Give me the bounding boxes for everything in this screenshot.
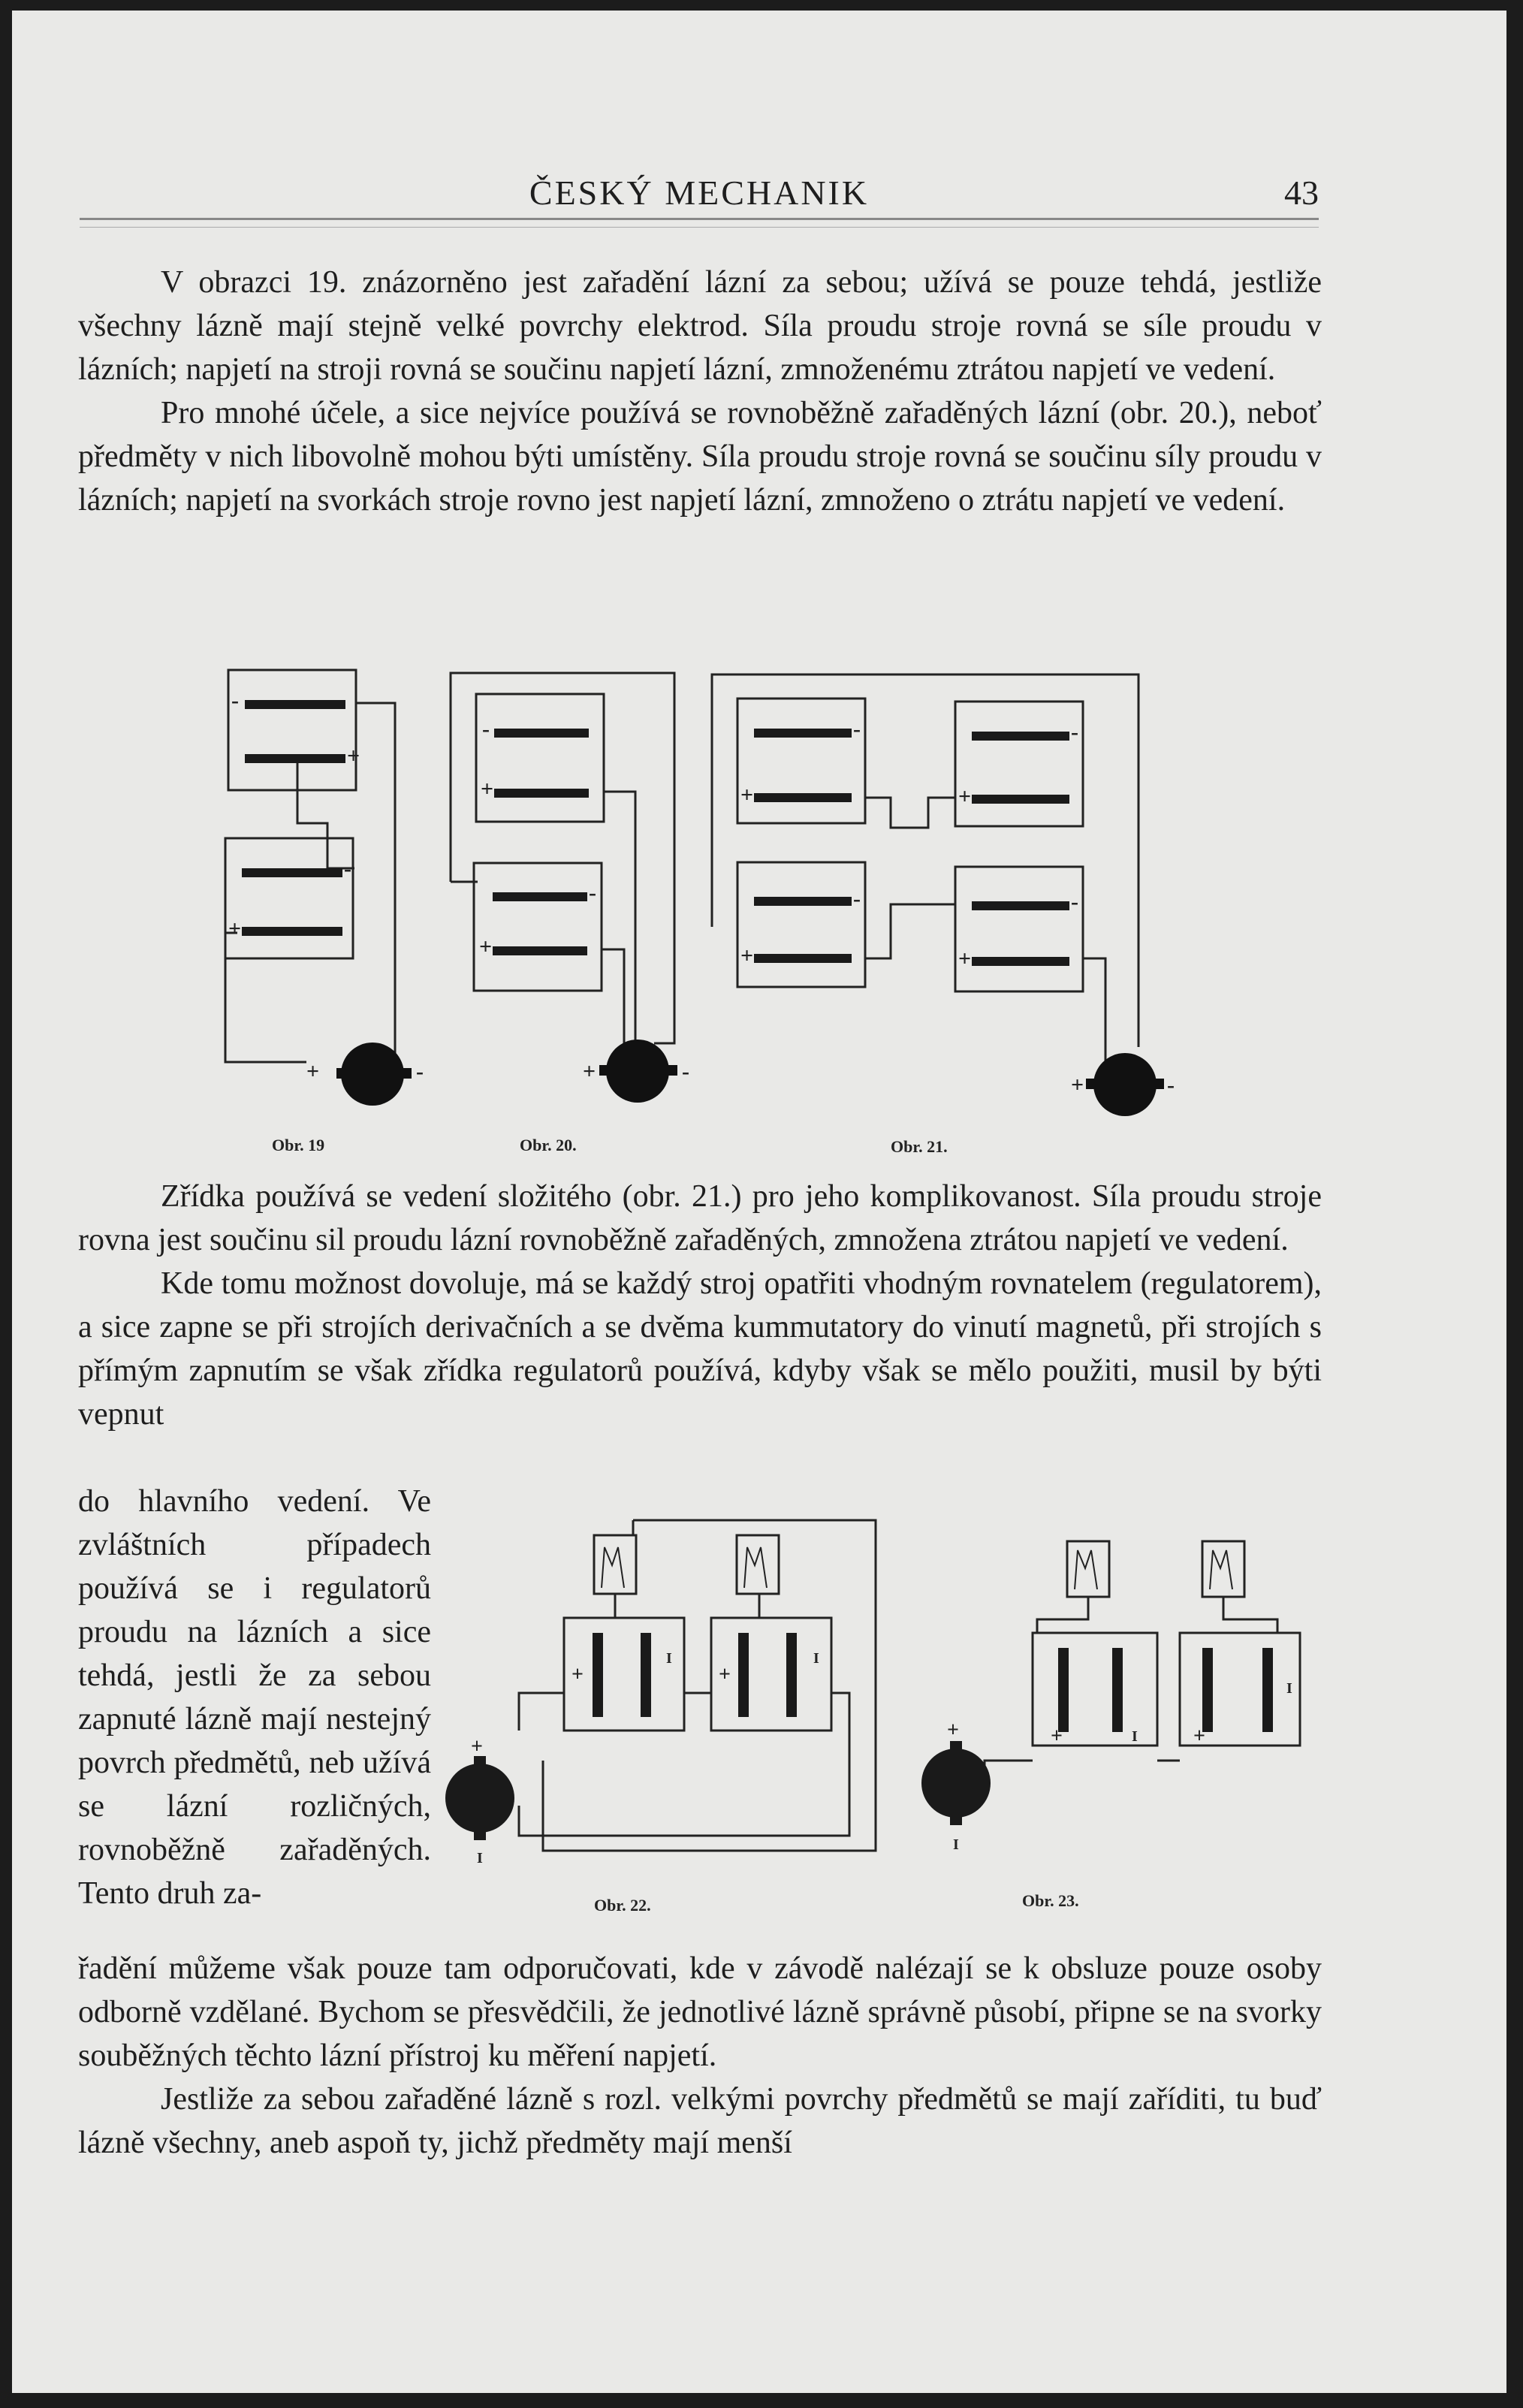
text-block-top xyxy=(78,261,1322,522)
fig19-diagram xyxy=(225,670,395,1062)
sign-plus: + xyxy=(479,934,493,959)
sign-minus: - xyxy=(1071,889,1078,914)
fig19-bath-top xyxy=(228,670,356,790)
page-number: 43 xyxy=(1284,174,1319,212)
dynamos-row1 xyxy=(336,1040,1164,1116)
electrode-bars xyxy=(242,700,1069,966)
running-title: ČESKÝ MECHANIK xyxy=(529,174,870,212)
sign-minus: I xyxy=(953,1836,959,1853)
electrode-plates-row2 xyxy=(445,1633,1273,1840)
fig21-dynamo xyxy=(1093,1053,1157,1116)
sign-minus: - xyxy=(482,717,490,741)
header-rule-thin xyxy=(80,227,1319,228)
sign-plus: + xyxy=(740,783,754,807)
fig23-regulator-right xyxy=(1202,1541,1244,1597)
side-text xyxy=(78,1480,431,1915)
fig21-bath-4 xyxy=(955,867,1083,991)
paragraph-4: Kde tomu možnost dovoluje, má se každý stroj opatřiti vhodným rovnatelem (regulatorem), a sice zapne se při strojích derivačních a se dvěma kummutatory do vinutí magnetů, při strojích s přímým zapnutím se však zřídka regulatorů používá, kdyby však se mělo použiti, musil by býti vepnut xyxy=(78,1266,1322,1432)
fig21-bath-3 xyxy=(955,702,1083,826)
sign-minus: I xyxy=(1286,1680,1292,1697)
sign-minus: - xyxy=(231,688,239,713)
figures-19-20-21 xyxy=(215,656,1199,1167)
sign-plus: + xyxy=(1193,1725,1205,1748)
sign-plus: + xyxy=(583,1059,596,1084)
sign-plus: + xyxy=(228,916,242,941)
sign-plus: + xyxy=(1051,1725,1063,1748)
fig23-caption: Obr. 23. xyxy=(1022,1891,1079,1910)
fig21-bath-1 xyxy=(737,699,865,823)
sign-plus: + xyxy=(958,784,972,809)
sign-plus: + xyxy=(1071,1073,1084,1097)
fig23-diagram xyxy=(985,1541,1300,1776)
sign-plus: + xyxy=(306,1059,320,1084)
sign-plus: + xyxy=(347,744,360,768)
fig21-caption: Obr. 21. xyxy=(891,1137,948,1156)
paragraph-5: řadění můžeme však pouze tam odporučovati, kde v závodě nalézají se k obsluze pouze osoby odborně vzdělané. Bychom se přesvědčili, že jednotlivé lázně správně působí, připne se na svorky souběžných těchto lázní přístroj ku měření napjetí. xyxy=(78,1951,1322,2073)
paragraph-4-continued: do hlavního vedení. Ve zvláštních případech používá se i regulatorů proudu na lázních a sice tehdá, jestli že za sebou zapnuté lázně mají nestejný povrch předmětů, neb užívá se lázní rozličných, rovnoběžně zařaděných. Tento druh za- xyxy=(78,1484,431,1911)
sign-minus: I xyxy=(1132,1728,1138,1745)
sign-minus: - xyxy=(416,1059,424,1084)
sign-plus: + xyxy=(572,1663,584,1686)
sign-plus: + xyxy=(958,946,972,971)
sign-plus: + xyxy=(481,777,494,801)
fig22-regulator-left xyxy=(594,1535,636,1594)
fig21-bath-2 xyxy=(737,862,865,987)
text-block-bottom xyxy=(78,1947,1322,2165)
text-block-middle xyxy=(78,1175,1322,1436)
paragraph-3: Zřídka používá se vedení složitého (obr. 21.) pro jeho komplikovanost. Síla proudu stroje rovna jest součinu sil proudu lázní rovnoběžně zařaděných, zmnožena ztrátou napjetí ve vedení. xyxy=(78,1179,1322,1257)
fig22-dynamo xyxy=(445,1764,514,1833)
paragraph-6: Jestliže za sebou zařaděné lázně s rozl. velkými povrchy předmětů se mají zaříditi, tu buď lázně všechny, aneb aspoň ty, jichž předměty mají menší xyxy=(78,2082,1322,2160)
sign-minus: I xyxy=(666,1650,672,1667)
figures-22-23 xyxy=(444,1505,1338,1926)
fig23-regulator-left xyxy=(1067,1541,1109,1597)
header-rule xyxy=(80,218,1319,220)
fig20-dynamo xyxy=(606,1040,669,1103)
sign-minus: I xyxy=(477,1850,483,1866)
fig20-caption: Obr. 20. xyxy=(520,1136,577,1154)
sign-plus: + xyxy=(740,943,754,968)
paragraph-1: V obrazci 19. znázorněno jest zařadění lázní za sebou; užívá se pouze tehdá, jestliže všechny lázně mají stejně velké povrchy elektrod. Síla proudu stroje rovná se síle proudu v lázních; napjetí na stroji rovná se součinu napjetí lázní, zmnoženému ztrátou napjetí ve vedení. xyxy=(78,265,1322,387)
sign-plus: + xyxy=(947,1718,959,1742)
paragraph-2: Pro mnohé účele, a sice nejvíce používá se rovnoběžně zařaděných lázní (obr. 20.), neboť předměty v nich libovolně mohou býti umístěny. Síla proudu stroje rovná se součinu síly proudu v lázních; napjetí na svorkách stroje rovno jest napjetí lázní, zmnoženo o ztrátu napjetí ve vedení. xyxy=(78,396,1322,518)
fig23-dynamo xyxy=(921,1749,991,1818)
fig20-bath-bottom xyxy=(474,863,602,991)
page-header xyxy=(80,168,1319,213)
fig19-bath-bottom xyxy=(225,838,353,958)
fig22-caption: Obr. 22. xyxy=(594,1896,651,1915)
sign-minus: - xyxy=(589,880,596,905)
sign-plus: + xyxy=(471,1735,483,1758)
fig22-regulator-right xyxy=(737,1535,779,1594)
fig20-bath-top xyxy=(476,694,604,822)
polarity-signs-row1 xyxy=(228,688,1175,1097)
sign-minus: - xyxy=(853,886,861,911)
sign-minus: - xyxy=(1167,1073,1175,1097)
book-page xyxy=(12,11,1506,2393)
sign-minus: - xyxy=(1071,720,1078,744)
fig19-dynamo xyxy=(341,1043,404,1106)
sign-plus: + xyxy=(719,1663,731,1686)
sign-minus: I xyxy=(813,1650,819,1667)
sign-minus: - xyxy=(344,856,351,881)
fig19-caption: Obr. 19 xyxy=(272,1136,325,1154)
sign-minus: - xyxy=(853,717,861,741)
sign-minus: - xyxy=(682,1059,689,1084)
